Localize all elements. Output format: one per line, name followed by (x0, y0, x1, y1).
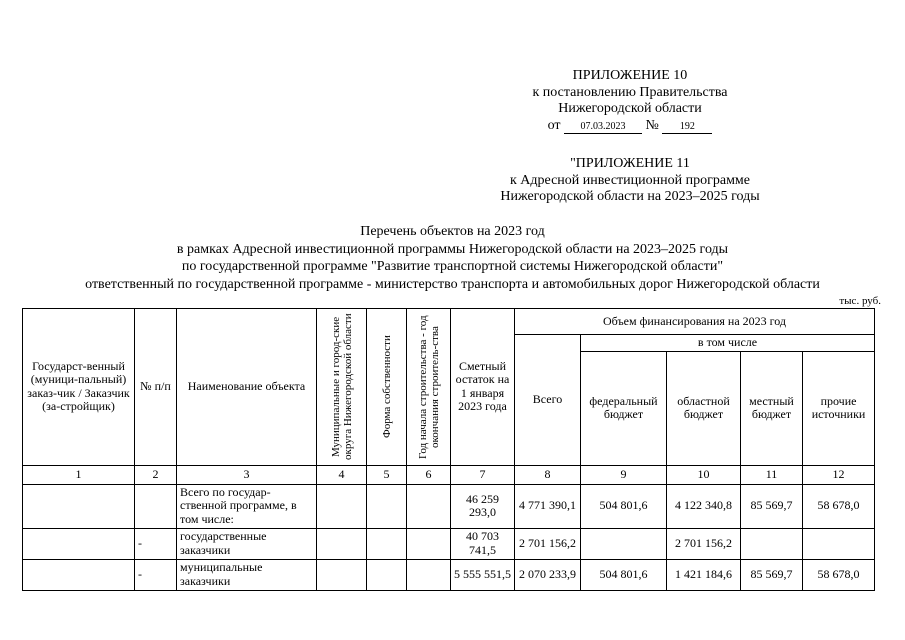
cell-total: 2 070 233,9 (515, 559, 581, 590)
title-line3: по государственной программе "Развитие транспортной системы Нижегородской области" (181, 259, 724, 274)
col-number: 2 (135, 465, 177, 484)
header-customer: Государст-венный (муници-пальный) заказ-чик / Заказчик (за-стройщик) (23, 309, 135, 466)
cell-years (407, 559, 451, 590)
cell-customer (23, 528, 135, 559)
cell-district (317, 484, 367, 528)
header-funding: Объем финансирования на 2023 год (515, 309, 875, 335)
cell-num: - (135, 559, 177, 590)
col-number: 3 (177, 465, 317, 484)
cell-local (741, 528, 803, 559)
cell-name: муниципальные заказчики (177, 559, 317, 590)
decree-date: 07.03.2023 (564, 121, 642, 134)
cell-customer (23, 484, 135, 528)
appendix-11-block (470, 156, 790, 206)
cell-num: - (135, 528, 177, 559)
col-number: 1 (23, 465, 135, 484)
cell-district (317, 528, 367, 559)
header-district-cell (317, 309, 367, 466)
cell-other: 58 678,0 (803, 484, 875, 528)
header-federal: федеральный бюджет (581, 351, 667, 465)
cell-name: государственные заказчики (177, 528, 317, 559)
header-other: прочие источники (803, 351, 875, 465)
cell-other: 58 678,0 (803, 559, 875, 590)
appendix-10-date-line (500, 118, 760, 135)
cell-name: Всего по государ-ственной программе, в том числе: (177, 484, 317, 528)
table-row (23, 559, 875, 590)
appendix-10-block (500, 68, 760, 134)
cell-local: 85 569,7 (741, 559, 803, 590)
cell-regional: 4 122 340,8 (667, 484, 741, 528)
cell-district (317, 559, 367, 590)
col-number: 5 (367, 465, 407, 484)
cell-estimate: 40 703 741,5 (451, 528, 515, 559)
cell-total: 4 771 390,1 (515, 484, 581, 528)
header-years: Год начала строительства - год окончания строитель-ства (416, 314, 441, 459)
cell-customer (23, 559, 135, 590)
header-num: № п/п (135, 309, 177, 466)
col-number: 11 (741, 465, 803, 484)
title-line4: ответственный по государственной программе - министерство транспорта и автомобильных дорог Нижегородской области (85, 276, 820, 292)
col-number: 6 (407, 465, 451, 484)
appendix-11-line1: к Адресной инвестиционной программе (509, 172, 751, 188)
header-total: Всего (515, 335, 581, 466)
header-years-cell (407, 309, 451, 466)
cell-federal: 504 801,6 (581, 559, 667, 590)
appendix-10-line1: к постановлению Правительства (532, 84, 728, 100)
col-number: 4 (317, 465, 367, 484)
header-including: в том числе (581, 335, 875, 352)
header-ownership: Форма собственности (380, 335, 393, 439)
appendix-10-title: ПРИЛОЖЕНИЕ 10 (572, 68, 688, 83)
decree-number: 192 (662, 121, 712, 134)
cell-federal: 504 801,6 (581, 484, 667, 528)
cell-years (407, 528, 451, 559)
title-line2: в рамках Адресной инвестиционной программы Нижегородской области на 2023–2025 годы (176, 241, 729, 257)
table-row (23, 484, 875, 528)
col-number: 10 (667, 465, 741, 484)
from-label: от (547, 117, 561, 133)
appendix-11-title: "ПРИЛОЖЕНИЕ 11 (570, 156, 690, 171)
col-number: 8 (515, 465, 581, 484)
appendix-10-line2: Нижегородской области (558, 101, 702, 116)
col-number: 7 (451, 465, 515, 484)
cell-years (407, 484, 451, 528)
number-label: № (645, 117, 659, 133)
header-local: местный бюджет (741, 351, 803, 465)
header-district: Муниципальные и город-ские округа Нижегородской области (329, 313, 354, 461)
cell-estimate: 46 259 293,0 (451, 484, 515, 528)
units-label: тыс. руб. (839, 295, 881, 307)
cell-total: 2 701 156,2 (515, 528, 581, 559)
col-number: 12 (803, 465, 875, 484)
column-numbers-row (23, 465, 875, 484)
cell-ownership (367, 484, 407, 528)
col-number: 9 (581, 465, 667, 484)
objects-table (22, 308, 875, 591)
cell-other (803, 528, 875, 559)
cell-ownership (367, 559, 407, 590)
header-name: Наименование объекта (177, 309, 317, 466)
cell-estimate: 5 555 551,5 (451, 559, 515, 590)
title-line1: Перечень объектов на 2023 год (360, 224, 545, 239)
appendix-11-line2: Нижегородской области на 2023–2025 годы (500, 189, 760, 204)
document-title (20, 223, 885, 293)
cell-local: 85 569,7 (741, 484, 803, 528)
cell-num (135, 484, 177, 528)
cell-regional: 1 421 184,6 (667, 559, 741, 590)
cell-federal (581, 528, 667, 559)
cell-regional: 2 701 156,2 (667, 528, 741, 559)
header-regional: областной бюджет (667, 351, 741, 465)
cell-ownership (367, 528, 407, 559)
header-ownership-cell (367, 309, 407, 466)
table-row (23, 528, 875, 559)
header-estimate: Сметный остаток на 1 января 2023 года (451, 309, 515, 466)
